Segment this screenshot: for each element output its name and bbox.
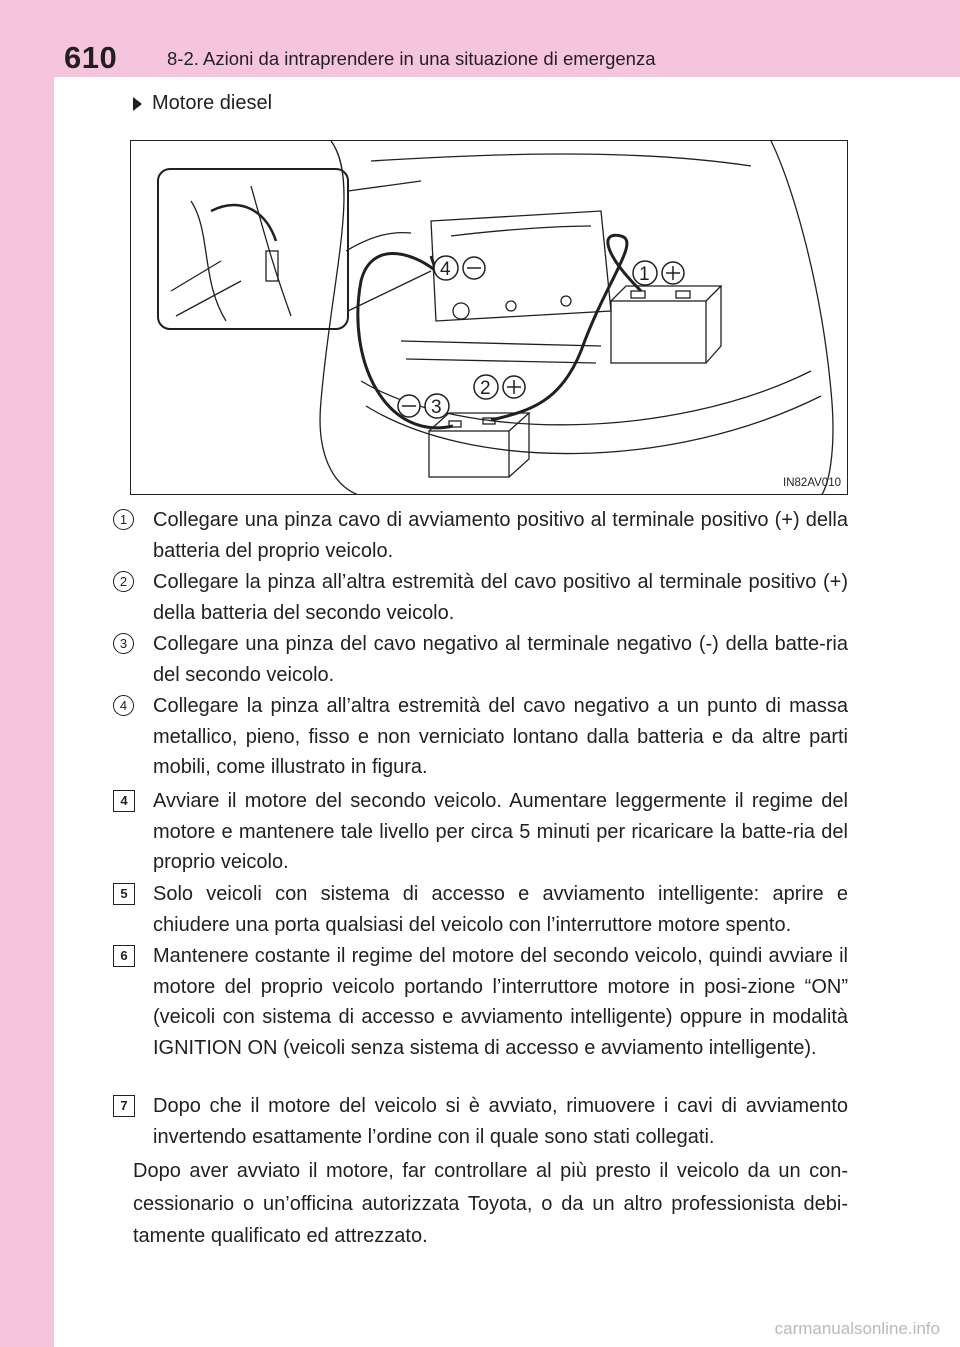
substep-3	[113, 629, 848, 690]
section-title: 8-2. Azioni da intraprendere in una situazione di emergenza	[167, 48, 656, 69]
substep-text: Collegare una pinza del cavo negativo al terminale negativo (-) della batte-ria del secondo veicolo.	[153, 633, 848, 686]
substep-text: Collegare la pinza all’altra estremità del cavo positivo al terminale positivo (+) della batteria del secondo veicolo.	[153, 571, 848, 624]
closing-note: Dopo aver avviato il motore, far controllare al più presto il veicolo da un con-cessionario o un’officina autorizzata Toyota, o da un altro professionista debi-tamente qualificato ed attrezzato.	[133, 1160, 848, 1247]
step-text: Solo veicoli con sistema di accesso e avviamento intelligente: aprire e chiudere una porta qualsiasi del veicolo con l’interruttore motore spento.	[153, 883, 848, 936]
substep-marker: 3	[113, 633, 134, 654]
step-marker: 5	[113, 883, 135, 905]
triangle-arrow-icon	[133, 97, 142, 111]
step-text: Mantenere costante il regime del motore del secondo veicolo, quindi avviare il motore del proprio veicolo portando l’interruttore motore in posi-zione “ON” (veicoli con sistema di accesso e avviamento intelligente) oppure in modalità IGNITION ON (veicoli senza sistema di accesso e avviamento intelligente).	[153, 945, 848, 1059]
watermark: carmanualsonline.info	[774, 1319, 940, 1338]
substep-marker: 1	[113, 509, 134, 530]
substep-2	[113, 567, 848, 628]
substep-text: Collegare la pinza all’altra estremità del cavo negativo a un punto di massa metallico, pieno, fisso e non verniciato lontano dalla batteria e da altre parti mobili, come illustrato in figura.	[153, 695, 848, 778]
step-6	[113, 941, 848, 1063]
step-marker: 7	[113, 1095, 135, 1117]
step-5	[113, 879, 848, 940]
callout-3: 3	[431, 397, 442, 418]
step-4	[113, 786, 848, 878]
step-text: Dopo che il motore del veicolo si è avviato, rimuovere i cavi di avviamento invertendo esattamente l’ordine con il quale sono stati collegati.	[153, 1095, 848, 1148]
figure-code: IN82AV010	[783, 477, 841, 489]
step-7	[113, 1091, 848, 1152]
left-margin-band	[0, 0, 54, 1347]
callout-4: 4	[440, 259, 451, 280]
substep-marker: 4	[113, 695, 134, 716]
engine-bay-drawing	[131, 141, 848, 495]
engine-illustration	[130, 140, 848, 495]
step-marker: 6	[113, 945, 135, 967]
page-number: 610	[64, 40, 118, 75]
callout-1: 1	[639, 264, 650, 285]
substep-1	[113, 505, 848, 566]
substep-text: Collegare una pinza cavo di avviamento positivo al terminale positivo (+) della batteria del proprio veicolo.	[153, 509, 848, 562]
substep-marker: 2	[113, 571, 134, 592]
substep-4	[113, 691, 848, 783]
callout-2: 2	[480, 378, 491, 399]
step-marker: 4	[113, 790, 135, 812]
subheading	[133, 92, 272, 115]
subheading-text: Motore diesel	[152, 92, 273, 114]
step-text: Avviare il motore del secondo veicolo. Aumentare leggermente il regime del motore e mantenere tale livello per circa 5 minuti per ricaricare la batte-ria del proprio veicolo.	[153, 790, 848, 873]
